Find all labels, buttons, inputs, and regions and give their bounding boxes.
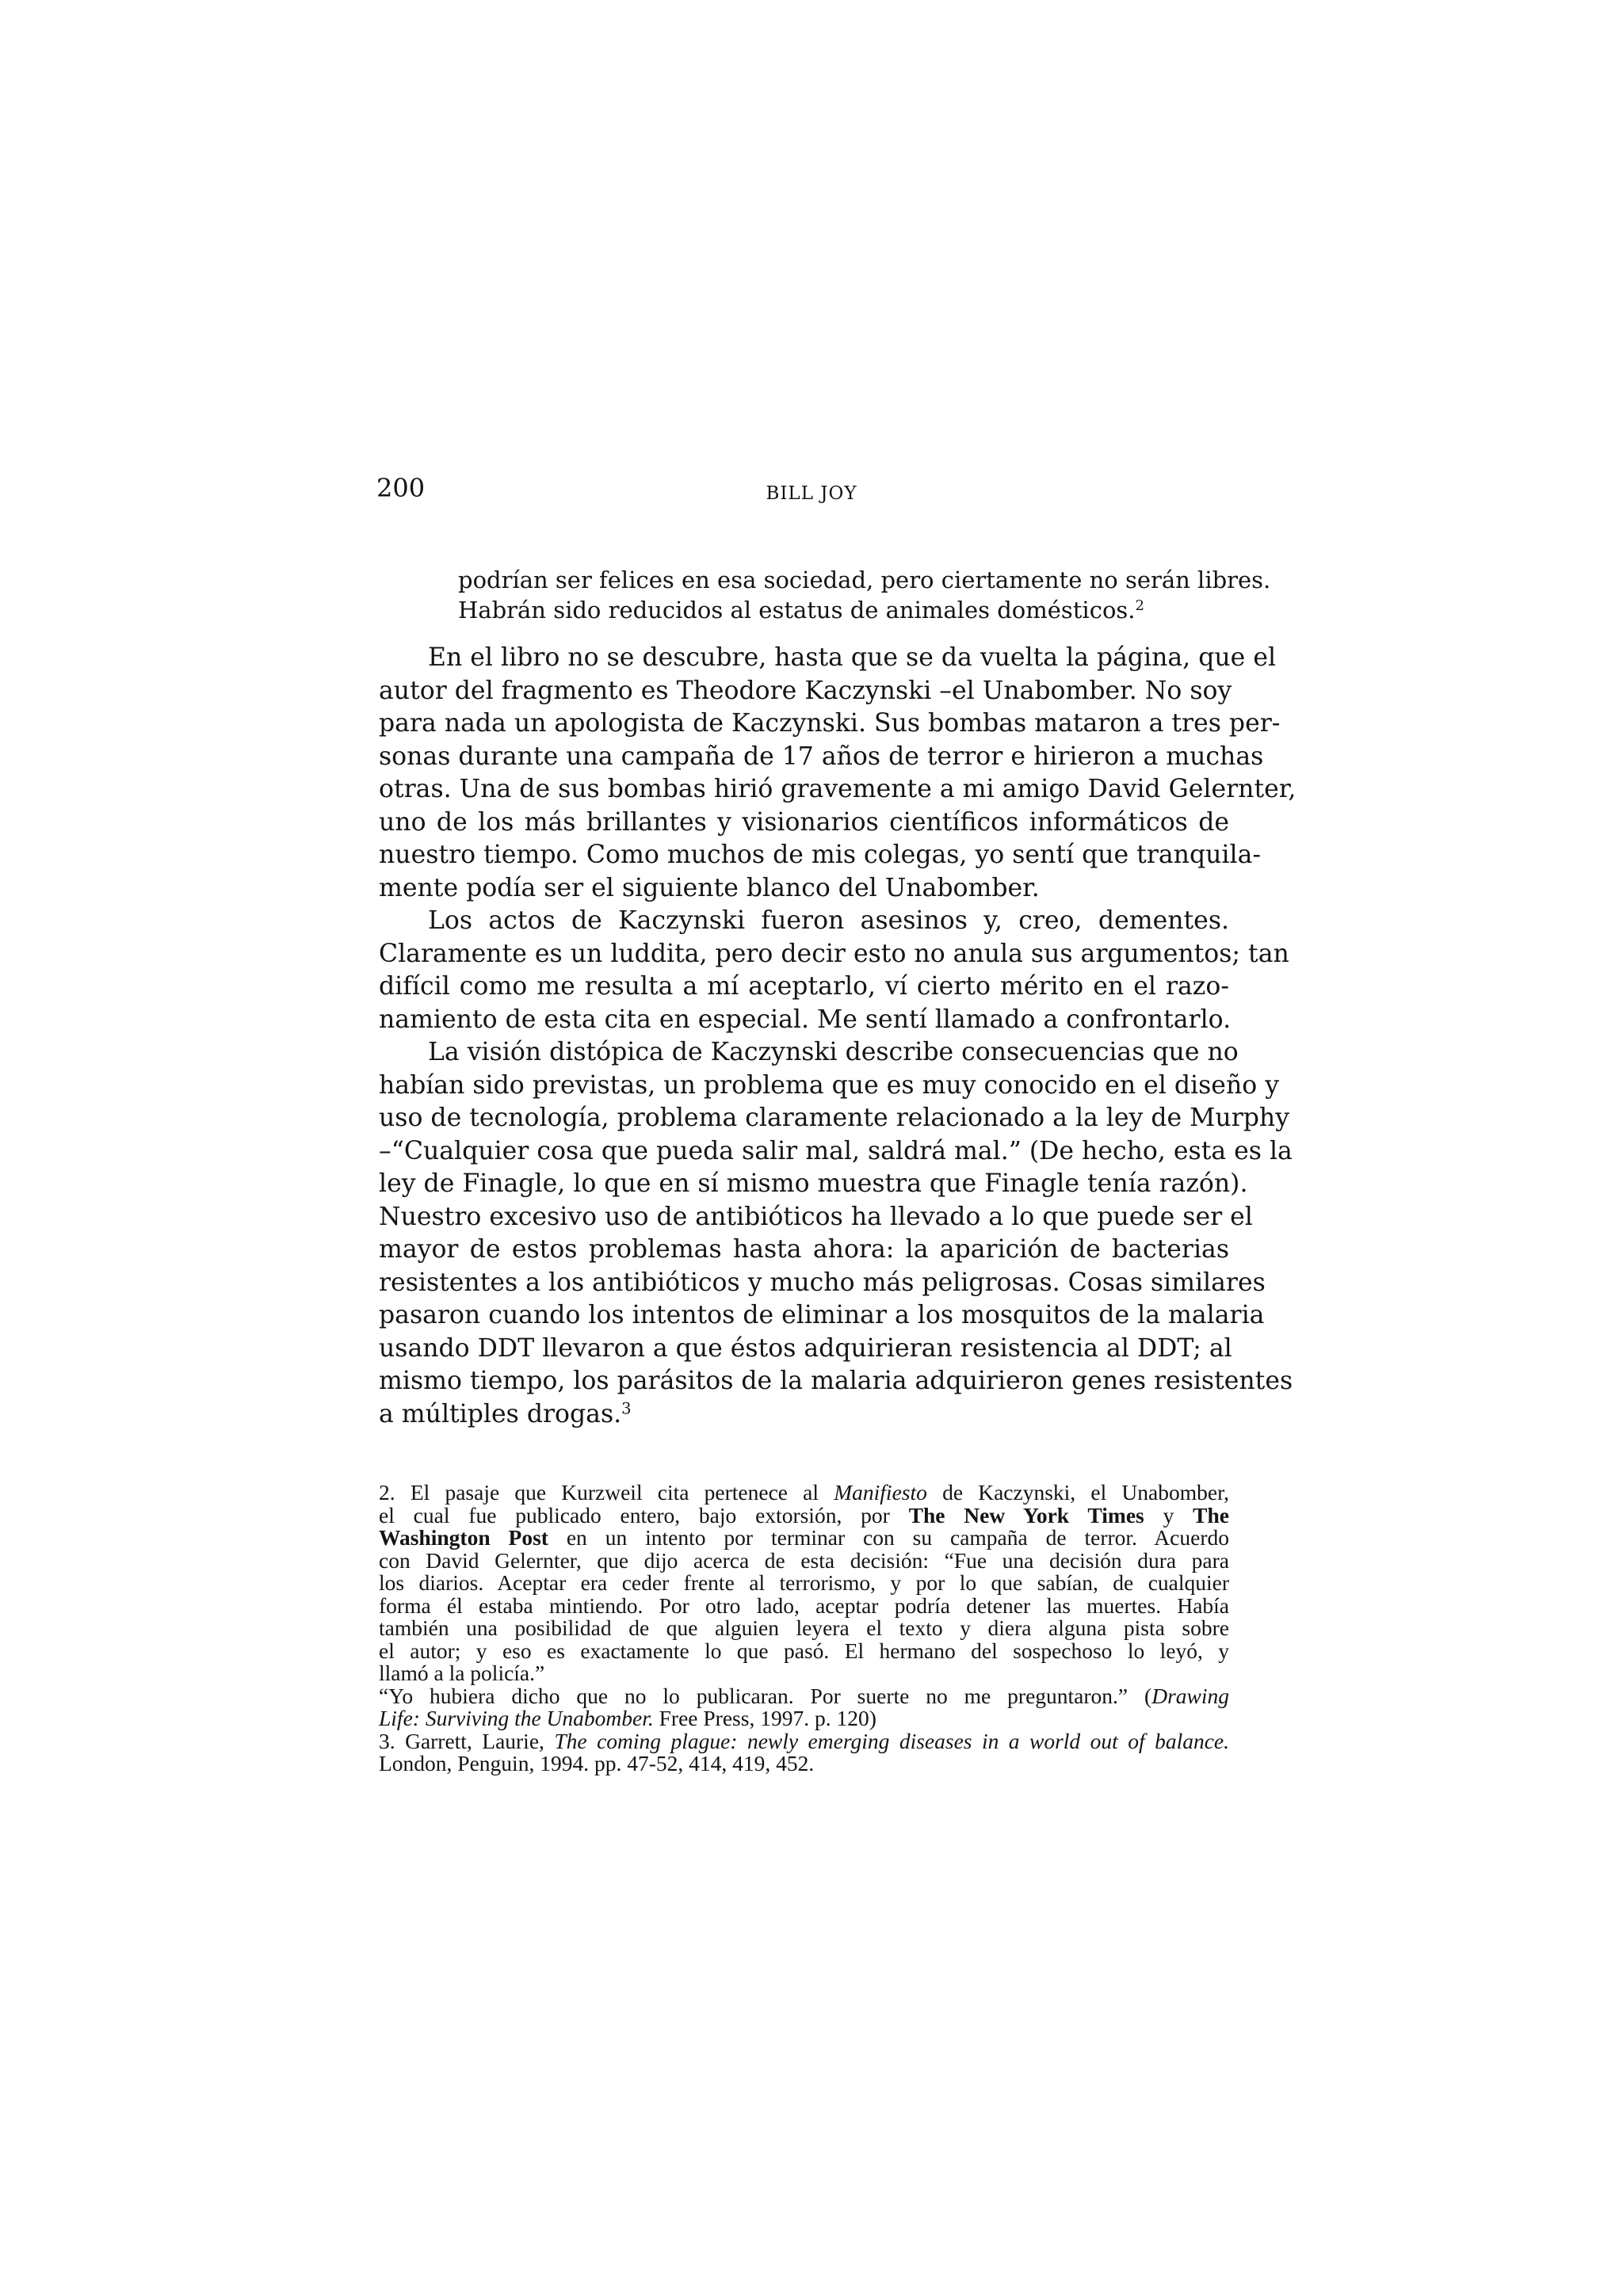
body-line: uno de los más brillantes y visionarios científicos informáticos de: [379, 807, 1229, 837]
quote-line: podrían ser felices en esa sociedad, pero ciertamente no serán libres.: [458, 566, 1271, 593]
footnote-line: [379, 1482, 1229, 1505]
body-line: sonas durante una campaña de 17 años de terror e hirieron a muchas: [379, 742, 1264, 771]
footnote-3: [379, 1730, 1229, 1775]
paragraph-3: [379, 1036, 1293, 1431]
footnote-line: [379, 1730, 1229, 1753]
quote-line-text: Habrán sido reducidos al estatus de animales domésticos.: [458, 597, 1136, 624]
footnote-italic: The coming plague: newly emerging diseases in a world out of balance.: [554, 1728, 1229, 1753]
page-number: 200: [376, 473, 426, 503]
body-line: namiento de esta cita en especial. Me sentí llamado a confrontarlo.: [379, 1005, 1232, 1034]
footnote-line: [379, 1527, 1229, 1550]
footnote-text: “Yo hubiera dicho que no lo publicaran. Por suerte no me preguntaron.” (: [379, 1683, 1152, 1708]
footnote-bold: The: [1193, 1502, 1229, 1527]
footnote-bold: Washington Post: [379, 1525, 548, 1550]
running-head: BILL JOY: [766, 483, 857, 504]
footnote-line: también una posibilidad de que alguien leyera el texto y diera alguna pista sobre: [379, 1615, 1229, 1640]
paragraph-2: [379, 905, 1289, 1036]
footnote-text: Free Press, 1997. p. 120): [653, 1706, 876, 1730]
paragraph-1: [379, 642, 1296, 905]
body-line: En el libro no se descubre, hasta que se da vuelta la página, que el: [428, 643, 1277, 672]
body-line: Nuestro excesivo uso de antibióticos ha llevado a lo que puede ser el: [379, 1202, 1253, 1231]
body-line: pasaron cuando los intentos de eliminar a los mosquitos de la malaria: [379, 1301, 1265, 1329]
footnote-line: [379, 1685, 1229, 1708]
footnote-text: 2. El pasaje que Kurzweil cita pertenece al: [379, 1480, 834, 1505]
footnote-text: y: [1144, 1502, 1193, 1527]
footnote-text: el cual fue publicado entero, bajo extorsión, por: [379, 1502, 909, 1527]
body-line: –“Cualquier cosa que pueda salir mal, saldrá mal.” (De hecho, esta es la: [379, 1136, 1293, 1165]
body-line: resistentes a los antibióticos y mucho más peligrosas. Cosas similares: [379, 1268, 1266, 1297]
body-line: [379, 1398, 1229, 1432]
footnote-ref-3: 3: [621, 1398, 632, 1417]
footnote-italic: Manifiesto: [834, 1480, 927, 1505]
body-line: La visión distópica de Kaczynski describe consecuencias que no: [428, 1038, 1239, 1066]
quote-line: [458, 595, 1229, 625]
footnote-line: forma él estaba mintiendo. Por otro lado, aceptar podría detener las muertes. Había: [379, 1592, 1229, 1618]
footnote-text: de Kaczynski, el Unabomber,: [926, 1480, 1229, 1505]
footnote-text: en un intento por terminar con su campaña de terror. Acuerdo: [548, 1525, 1229, 1550]
body-line: Los actos de Kaczynski fueron asesinos y, creo, dementes.: [428, 906, 1229, 935]
footnote-line: [379, 1502, 1229, 1527]
block-quote: [458, 565, 1271, 625]
footnote-text: 3. Garrett, Laurie,: [379, 1728, 555, 1753]
footnote-line: con David Gelernter, que dijo acerca de esta decisión: “Fue una decisión dura para: [379, 1547, 1229, 1573]
body-line: habían sido previstas, un problema que es muy conocido en el diseño y: [379, 1070, 1279, 1100]
body-line: mismo tiempo, los parásitos de la malaria adquirieron genes resistentes: [379, 1367, 1293, 1395]
body-line: mayor de estos problemas hasta ahora: la aparición de bacterias: [379, 1235, 1229, 1264]
footnote-ref-2: 2: [1135, 597, 1144, 615]
footnote-line: los diarios. Aceptar era ceder frente al terrorismo, y por lo que sabían, de cualquier: [379, 1570, 1229, 1595]
body-line: otras. Una de sus bombas hirió gravemente a mi amigo David Gelernter,: [379, 775, 1296, 803]
body-line: Claramente es un luddita, pero decir esto no anula sus argumentos; tan: [379, 939, 1289, 968]
footnote-2: [379, 1482, 1229, 1730]
footnote-italic: Life: Surviving the Unabomber.: [379, 1706, 654, 1730]
body-line: nuestro tiempo. Como muchos de mis colegas, yo sentí que tranquila-: [379, 841, 1261, 869]
body-line: difícil como me resulta a mí aceptarlo, ví cierto mérito en el razo-: [379, 972, 1229, 1001]
body-line: autor del fragmento es Theodore Kaczynski –el Unabomber. No soy: [379, 676, 1232, 705]
body-line: para nada un apologista de Kaczynski. Sus bombas mataron a tres per-: [379, 709, 1281, 738]
footnote-line: llamó a la policía.”: [379, 1661, 545, 1685]
footnote-line: London, Penguin, 1994. pp. 47-52, 414, 419, 452.: [379, 1751, 815, 1775]
body-line-text: a múltiples drogas.: [379, 1399, 622, 1428]
body-line: uso de tecnología, problema claramente relacionado a la ley de Murphy: [379, 1104, 1289, 1132]
footnote-line: el autor; y eso es exactamente lo que pasó. El hermano del sospechoso lo leyó, y: [379, 1638, 1229, 1663]
footnote-bold: The New York Times: [908, 1502, 1144, 1527]
body-line: usando DDT llevaron a que éstos adquirieran resistencia al DDT; al: [379, 1333, 1232, 1363]
body-line: ley de Finagle, lo que en sí mismo muestra que Finagle tenía razón).: [379, 1169, 1248, 1198]
footnotes: [379, 1482, 1229, 1775]
footnote-line: [379, 1707, 1229, 1730]
body-text: [379, 642, 1296, 1431]
footnote-italic: Drawing: [1151, 1683, 1229, 1708]
body-line: mente podía ser el siguiente blanco del Unabomber.: [379, 873, 1040, 902]
